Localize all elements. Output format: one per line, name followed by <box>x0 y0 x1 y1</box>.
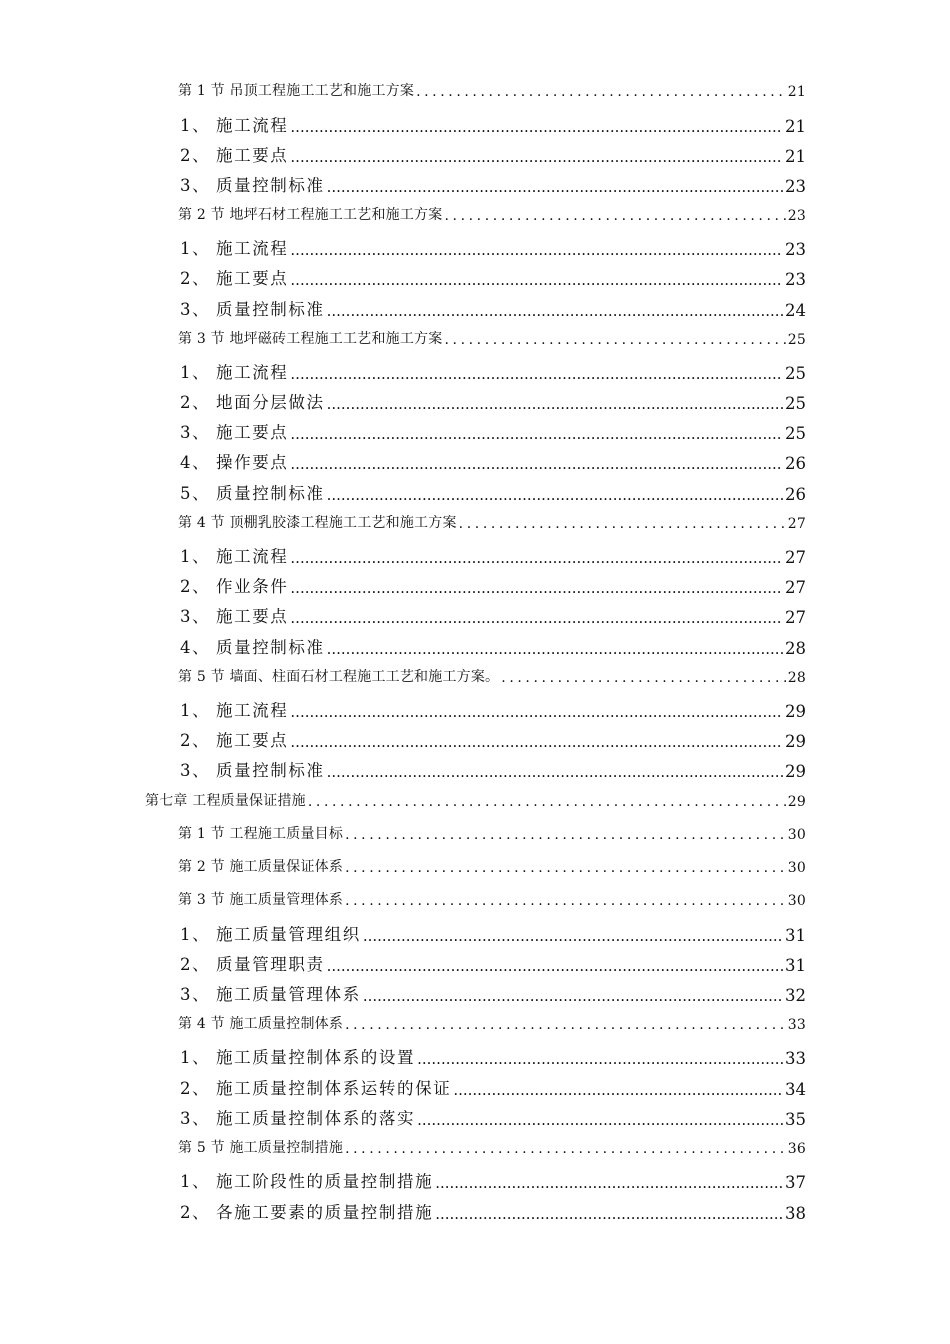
toc-entry-title: 施工质量管理组织 <box>216 925 361 944</box>
toc-leader-dots <box>435 1207 783 1224</box>
toc-entry-title: 质量控制标准 <box>216 300 325 319</box>
toc-entry-index: 2、 <box>180 1079 211 1098</box>
toc-entry-index: 3、 <box>180 1109 211 1128</box>
toc-item[interactable] <box>180 144 806 166</box>
toc-leader-dots <box>345 829 786 843</box>
toc-leader-dots <box>290 611 783 628</box>
toc-page-number: 23 <box>785 270 806 289</box>
toc-entry-title: 第 5 节 施工质量控制措施 <box>178 1140 344 1156</box>
toc-entry-title: 质量控制标准 <box>216 761 325 780</box>
toc-page-number: 28 <box>787 670 806 686</box>
toc-leader-dots <box>290 457 783 474</box>
toc-section[interactable] <box>178 1013 806 1033</box>
toc-entry-index: 2、 <box>180 577 211 596</box>
toc-entry-title: 第 2 节 地坪石材工程施工工艺和施工方案 <box>178 207 443 223</box>
toc-page-number: 30 <box>787 893 806 909</box>
toc-entry-index: 3、 <box>180 761 211 780</box>
toc-entry-title: 施工流程 <box>216 363 289 382</box>
toc-page-number: 29 <box>785 762 806 781</box>
toc-item[interactable] <box>180 1046 806 1068</box>
toc-entry-title: 第 3 节 地坪磁砖工程施工工艺和施工方案 <box>178 331 443 347</box>
toc-page-number: 29 <box>785 732 806 751</box>
toc-item[interactable] <box>180 298 806 320</box>
toc-section[interactable] <box>178 204 806 224</box>
toc-entry-index: 4、 <box>180 453 211 472</box>
toc-item[interactable] <box>180 759 806 781</box>
toc-page-number: 34 <box>785 1080 806 1099</box>
toc-leader-dots <box>345 862 786 876</box>
toc-leader-dots <box>444 334 785 348</box>
toc-leader-dots <box>290 581 783 598</box>
toc-item[interactable] <box>180 605 806 627</box>
toc-entry-title: 第 1 节 工程施工质量目标 <box>178 826 344 842</box>
toc-entry-index: 3、 <box>180 985 211 1004</box>
toc-leader-dots <box>290 120 783 137</box>
toc-page-number: 31 <box>785 956 806 975</box>
toc-leader-dots <box>327 397 783 414</box>
toc-entry-title: 施工流程 <box>216 701 289 720</box>
toc-page-number: 26 <box>785 485 806 504</box>
toc-page-number: 38 <box>785 1204 806 1223</box>
toc-entry-index: 3、 <box>180 176 211 195</box>
toc-section[interactable] <box>178 856 806 876</box>
toc-item[interactable] <box>180 114 806 136</box>
toc-entry-title: 质量控制标准 <box>216 638 325 657</box>
toc-entry-index: 1、 <box>180 925 211 944</box>
toc-item[interactable] <box>180 699 806 721</box>
toc-page-number: 30 <box>787 860 806 876</box>
toc-entry-index: 1、 <box>180 547 211 566</box>
toc-entry-title: 第 3 节 施工质量管理体系 <box>178 892 344 908</box>
toc-leader-dots <box>290 427 783 444</box>
toc-entry-index: 2、 <box>180 146 211 165</box>
toc-item[interactable] <box>180 482 806 504</box>
toc-leader-dots <box>327 959 783 976</box>
toc-leader-dots <box>417 1052 783 1069</box>
toc-section[interactable] <box>178 512 806 532</box>
toc-page-number: 29 <box>787 794 806 810</box>
toc-item[interactable] <box>180 391 806 413</box>
toc-entry-title: 质量管理职责 <box>216 955 325 974</box>
toc-page-number: 23 <box>785 177 806 196</box>
toc-leader-dots <box>290 367 783 384</box>
toc-page-number: 35 <box>785 1110 806 1129</box>
toc-entry-title: 第 1 节 吊顶工程施工工艺和施工方案 <box>178 83 415 99</box>
toc-page-number: 27 <box>785 578 806 597</box>
toc-leader-dots <box>345 1143 786 1157</box>
toc-entry-index: 1、 <box>180 1048 211 1067</box>
toc-leader-dots <box>363 989 783 1006</box>
toc-leader-dots <box>345 895 786 909</box>
toc-page-number: 33 <box>787 1017 806 1033</box>
toc-entry-title: 施工阶段性的质量控制措施 <box>216 1172 434 1191</box>
toc-entry-title: 施工要点 <box>216 423 289 442</box>
toc-page-number: 37 <box>785 1173 806 1192</box>
toc-item[interactable] <box>180 1077 806 1099</box>
toc-entry-index: 3、 <box>180 423 211 442</box>
toc-leader-dots <box>416 86 786 100</box>
toc-page-number: 21 <box>787 84 806 100</box>
toc-item[interactable] <box>180 923 806 945</box>
toc-entry-index: 2、 <box>180 731 211 750</box>
toc-entry-index: 2、 <box>180 269 211 288</box>
toc-entry-title: 第 4 节 施工质量控制体系 <box>178 1016 344 1032</box>
toc-entry-title: 第 5 节 墙面、柱面石材工程施工工艺和施工方案。 <box>178 669 500 685</box>
toc-entry-title: 施工质量管理体系 <box>216 985 361 1004</box>
toc-leader-dots <box>290 150 783 167</box>
toc-page-number: 30 <box>787 827 806 843</box>
toc-item[interactable] <box>180 636 806 658</box>
toc-leader-dots <box>501 672 786 686</box>
toc-entry-title: 作业条件 <box>216 577 289 596</box>
toc-entry-title: 施工要点 <box>216 269 289 288</box>
toc-item[interactable] <box>180 729 806 751</box>
toc-item[interactable] <box>180 451 806 473</box>
toc-item[interactable] <box>180 1107 806 1129</box>
toc-entry-index: 1、 <box>180 239 211 258</box>
toc-page-number: 27 <box>785 608 806 627</box>
toc-entry-index: 1、 <box>180 116 211 135</box>
toc-page-number: 23 <box>785 240 806 259</box>
toc-entry-title: 施工要点 <box>216 731 289 750</box>
toc-page-number: 25 <box>785 424 806 443</box>
toc-item[interactable] <box>180 237 806 259</box>
toc-page-number: 36 <box>787 1141 806 1157</box>
toc-entry-title: 第 4 节 顶棚乳胶漆工程施工工艺和施工方案 <box>178 515 457 531</box>
toc-entry-title: 质量控制标准 <box>216 176 325 195</box>
toc-page-number: 28 <box>785 639 806 658</box>
toc-page-number: 21 <box>785 117 806 136</box>
toc-entry-index: 2、 <box>180 1203 211 1222</box>
toc-leader-dots <box>290 551 783 568</box>
toc-item[interactable] <box>180 361 806 383</box>
toc-page-number: 29 <box>785 702 806 721</box>
toc-page-number: 25 <box>785 364 806 383</box>
toc-leader-dots <box>327 765 783 782</box>
toc-entry-index: 2、 <box>180 393 211 412</box>
toc-item[interactable] <box>180 1170 806 1192</box>
toc-entry-title: 第 2 节 施工质量保证体系 <box>178 859 344 875</box>
toc-page-number: 25 <box>787 332 806 348</box>
toc-section[interactable] <box>178 328 806 348</box>
toc-section[interactable] <box>178 823 806 843</box>
toc-entry-index: 3、 <box>180 607 211 626</box>
toc-entry-title: 施工流程 <box>216 547 289 566</box>
toc-page-number: 21 <box>785 147 806 166</box>
toc-item[interactable] <box>180 267 806 289</box>
toc-item[interactable] <box>180 1201 806 1223</box>
toc-entry-title: 第七章 工程质量保证措施 <box>145 793 306 809</box>
toc-section[interactable] <box>178 80 806 100</box>
toc-leader-dots <box>327 304 783 321</box>
toc-entry-index: 1、 <box>180 701 211 720</box>
toc-entry-title: 各施工要素的质量控制措施 <box>216 1203 434 1222</box>
toc-page-number: 31 <box>785 926 806 945</box>
toc-leader-dots <box>290 735 783 752</box>
toc-item[interactable] <box>180 953 806 975</box>
toc-leader-dots <box>327 642 783 659</box>
toc-page-number: 33 <box>785 1049 806 1068</box>
toc-item[interactable] <box>180 421 806 443</box>
toc-entry-index: 5、 <box>180 484 211 503</box>
toc-entry-title: 操作要点 <box>216 453 289 472</box>
toc-leader-dots <box>363 929 783 946</box>
toc-section[interactable] <box>178 1137 806 1157</box>
toc-page-number: 25 <box>785 394 806 413</box>
toc-leader-dots <box>308 796 786 810</box>
toc-item[interactable] <box>180 545 806 567</box>
toc-leader-dots <box>459 518 786 532</box>
toc-section[interactable] <box>178 889 806 909</box>
toc-entry-index: 3、 <box>180 300 211 319</box>
toc-entry-title: 施工要点 <box>216 146 289 165</box>
toc-leader-dots <box>290 273 783 290</box>
toc-page-number: 23 <box>787 208 806 224</box>
toc-entry-title: 施工流程 <box>216 116 289 135</box>
toc-leader-dots <box>290 705 783 722</box>
toc-entry-title: 施工质量控制体系的落实 <box>216 1109 416 1128</box>
toc-page-number: 24 <box>785 301 806 320</box>
toc-entry-index: 1、 <box>180 1172 211 1191</box>
toc-item[interactable] <box>180 575 806 597</box>
toc-leader-dots <box>290 243 783 260</box>
toc-section[interactable] <box>178 666 806 686</box>
toc-page-number: 27 <box>787 516 806 532</box>
toc-leader-dots <box>417 1113 783 1130</box>
toc-entry-title: 施工质量控制体系运转的保证 <box>216 1079 452 1098</box>
toc-chapter[interactable] <box>145 790 806 810</box>
toc-leader-dots <box>435 1176 783 1193</box>
toc-leader-dots <box>453 1083 783 1100</box>
toc-entry-title: 施工要点 <box>216 607 289 626</box>
toc-leader-dots <box>327 180 783 197</box>
toc-entry-title: 质量控制标准 <box>216 484 325 503</box>
toc-entry-index: 2、 <box>180 955 211 974</box>
toc-entry-title: 地面分层做法 <box>216 393 325 412</box>
toc-leader-dots <box>345 1019 786 1033</box>
toc-leader-dots <box>444 210 785 224</box>
toc-item[interactable] <box>180 983 806 1005</box>
toc-entry-index: 1、 <box>180 363 211 382</box>
toc-entry-title: 施工质量控制体系的设置 <box>216 1048 416 1067</box>
toc-page-number: 32 <box>785 986 806 1005</box>
toc-page-number: 27 <box>785 548 806 567</box>
toc-entry-index: 4、 <box>180 638 211 657</box>
toc-leader-dots <box>327 488 783 505</box>
toc-page-number: 26 <box>785 454 806 473</box>
toc-entry-title: 施工流程 <box>216 239 289 258</box>
toc-item[interactable] <box>180 174 806 196</box>
